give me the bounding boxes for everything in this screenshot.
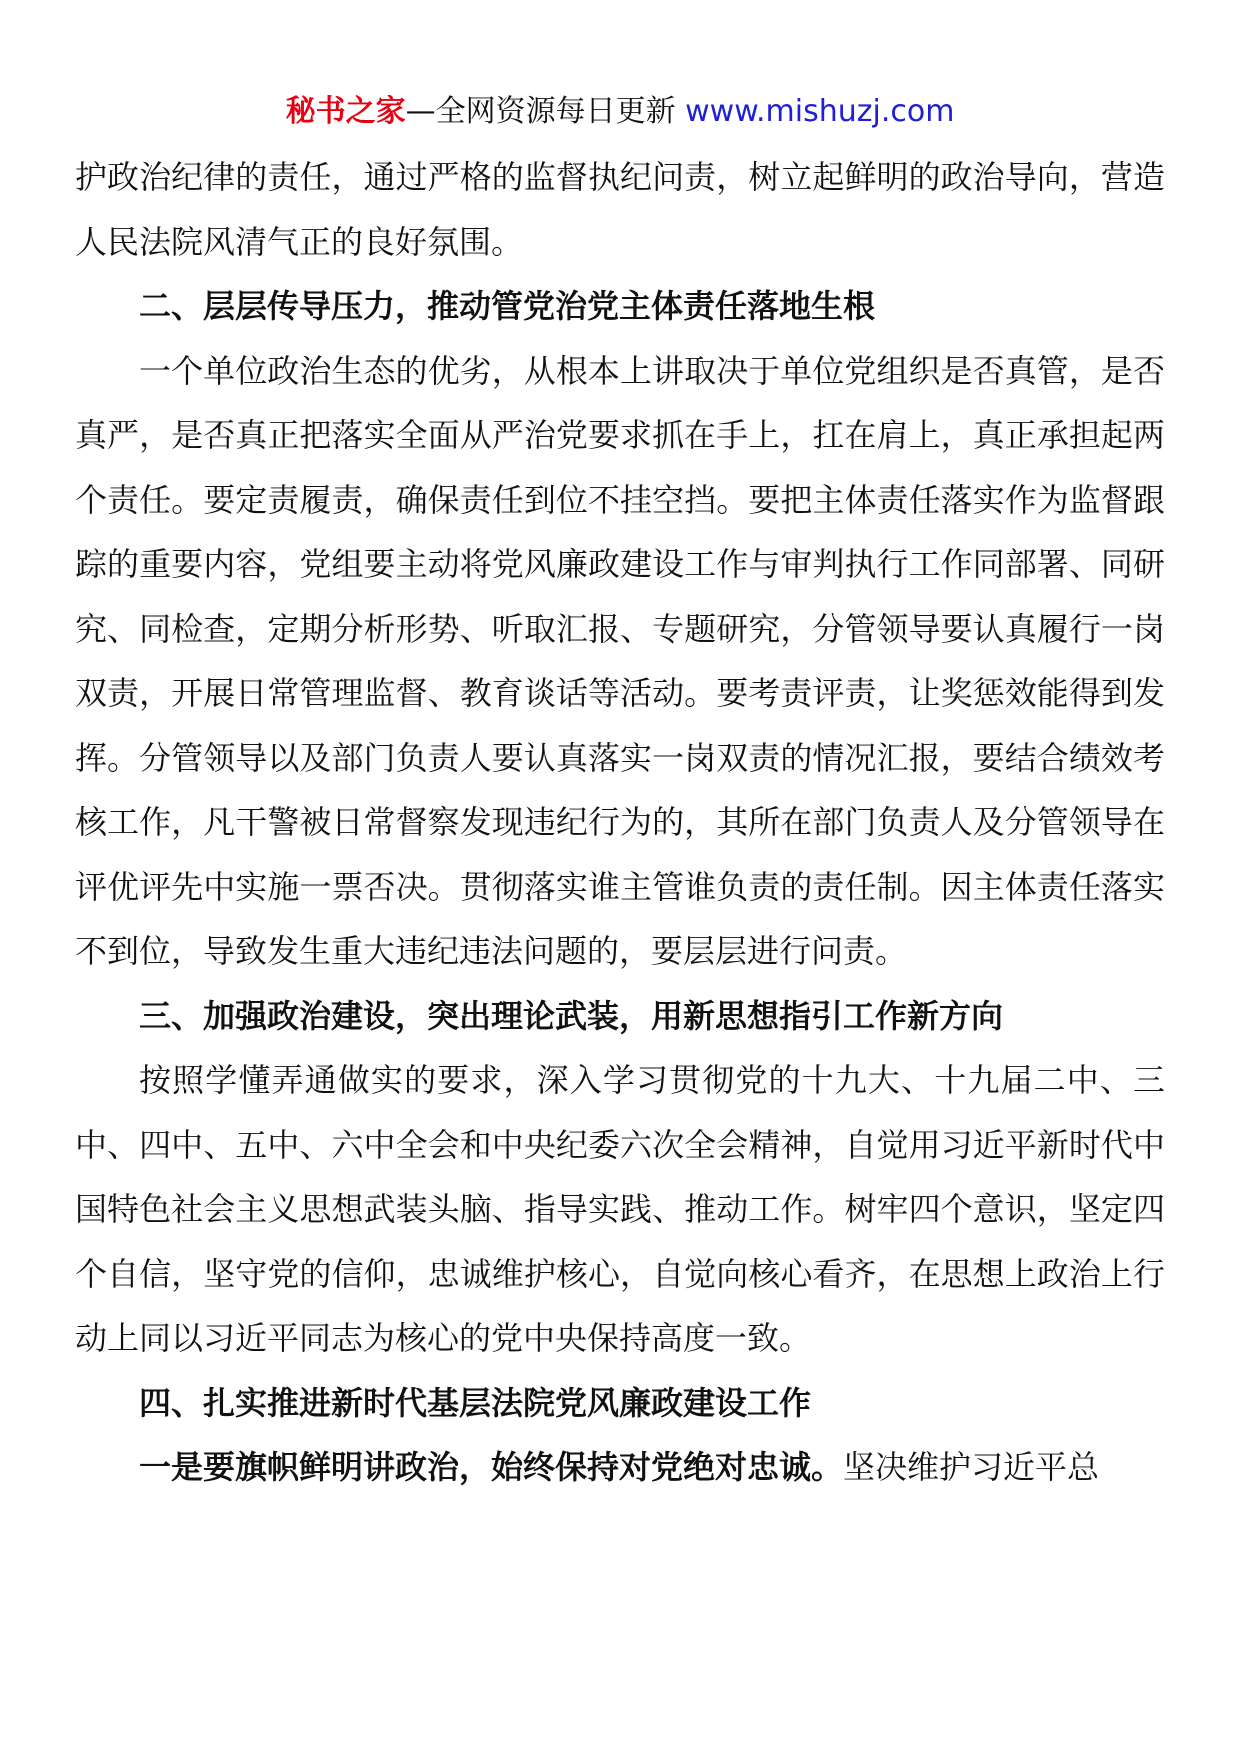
section-heading-2: 二、层层传导压力，推动管党治党主体责任落地生根 — [139, 287, 876, 325]
brand-name: 秘书之家 — [285, 94, 406, 129]
paragraph-section-4 — [75, 1435, 1165, 1500]
site-url-link[interactable]: www.mishuzj.com — [685, 94, 955, 129]
paragraph-section-2: 一个单位政治生态的优劣，从根本上讲取决于单位党组织是否真管，是否真严，是否真正把落实全面从严治党要求抓在手上，扛在肩上，真正承担起两个责任。要定责履责，确保责任到位不挂空挡。要把主体责任落实作为监督跟踪的重要内容，党组要主动将党风廉政建设工作与审判执行工作同部署、同研究、同检查，定期分析形势、听取汇报、专题研究，分管领导要认真履行一岗双责，开展日常管理监督、教育谈话等活动。要考责评责，让奖惩效能得到发挥。分管领导以及部门负责人要认真落实一岗双责的情况汇报，要结合绩效考核工作，凡干警被日常督察发现违纪行为的，其所在部门负责人及分管领导在评优评先中实施一票否决。贯彻落实谁主管谁负责的责任制。因主体责任落实不到位，导致发生重大违纪违法问题的，要层层进行问责。 — [75, 351, 1165, 970]
paragraph-section-3: 按照学懂弄通做实的要求，深入学习贯彻党的十九大、十九届二中、三中、四中、五中、六中全会和中央纪委六次全会精神，自觉用习近平新时代中国特色社会主义思想武装头脑、指导实践、推动工作。树牢四个意识，坚定四个自信，坚守党的信仰，忠诚维护核心，自觉向核心看齐，在思想上政治上行动上同以习近平同志为核心的党中央保持高度一致。 — [75, 1061, 1165, 1357]
paragraph-lead-bold: 一是要旗帜鲜明讲政治，始终保持对党绝对忠诚。 — [139, 1448, 844, 1486]
paragraph-lead-rest: 坚决维护习近平总 — [843, 1448, 1100, 1486]
site-header — [0, 92, 1240, 132]
header-tagline: —全网资源每日更新 — [405, 94, 686, 129]
document-body — [75, 145, 1165, 1500]
paragraph-continuation: 护政治纪律的责任，通过严格的监督执纪问责，树立起鲜明的政治导向，营造人民法院风清气正的良好氛围。 — [75, 158, 1165, 261]
section-heading-3: 三、加强政治建设，突出理论武装，用新思想指引工作新方向 — [139, 996, 1004, 1035]
section-heading-4: 四、扎实推进新时代基层法院党风廉政建设工作 — [139, 1383, 812, 1422]
